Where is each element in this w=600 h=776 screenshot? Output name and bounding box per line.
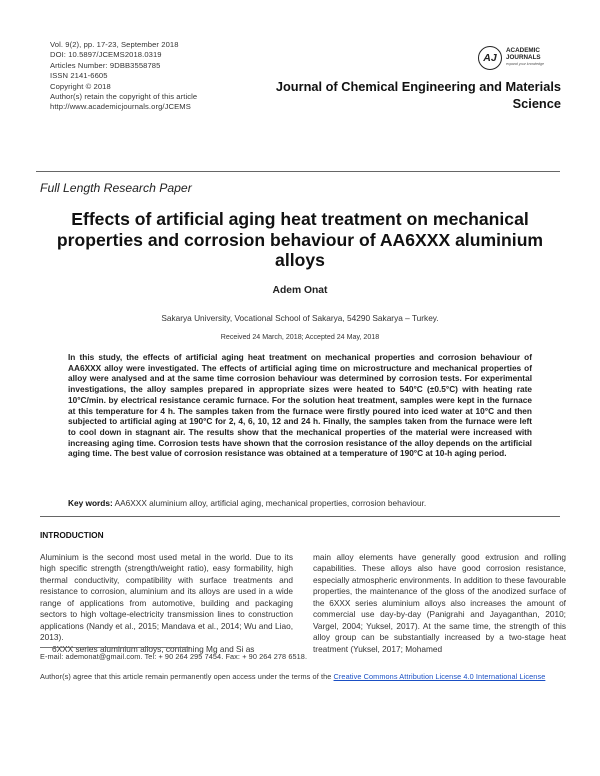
introduction-heading: INTRODUCTION [40,530,104,540]
author-affiliation: Sakarya University, Vocational School of Sakarya, 54290 Sakarya – Turkey. [161,313,439,323]
intro-paragraph-1: Aluminium is the second most used metal in the world. Due to its high specific strength (strength/weight ratio), easy formability, high thermal conductivity, compatibility with surface treatments and resistance to corrosion, aluminium and its alloys are used in a wide range of applications from automotive, building and packaging sectors to high voltage-electricity transmission lines to construction applications (Nandy et al., 2015; Mandava et al., 2014; Wu and Liao, 2013). [40,552,293,643]
journal-url[interactable]: http://www.academicjournals.org/JCEMS [50,102,191,112]
rights-line: Author(s) retain the copyright of this article [50,92,198,102]
received-dates: Received 24 March, 2018; Accepted 24 May, 2018 [220,333,380,341]
journal-name-line-2: Science [512,96,561,111]
left-column [40,552,293,655]
aj-logo-icon: AJ [478,46,502,70]
license-statement [40,672,564,682]
right-column [313,552,566,655]
header-divider [36,171,560,172]
article-metadata [50,40,197,113]
doi-line: DOI: 10.5897/JCEMS2018.0319 [50,50,162,60]
abstract-divider [40,516,560,517]
academic-journals-logo [478,46,544,70]
author-name: Adem Onat [272,285,328,296]
corresponding-contact: E-mail: ademonat@gmail.com. Tel: + 90 264 295 7454. Fax: + 90 264 278 6518. [40,652,308,661]
article-number-line: Articles Number: 9DBB3558785 [50,60,161,70]
abstract: In this study, the effects of artificial aging heat treatment on mechanical properties and corrosion behaviour of AA6XXX alloy were investigated. The effects of artificial aging time on microstructure and mechanical properties of alloy were analysed and at the same time corrosion behaviour was determined by corrosion tests. For experimental investigations, the alloy samples prepared in appropriate sizes were heated to 540°C (±0.5°C) with heating rate 10°C/min. by electrical resistance ceramic furnace. For the solution heat treatment, samples were kept in the furnace at this temperature for 4 h. The samples taken from the furnace were firstly poured into iced water at 10°C and then subjected to artificial aging at 190°C for 2, 4, 6, 10, 12 and 24 h. Finally, the samples taken from the furnace were left to cool down in stagnant air. The results show that the mechanical properties of the material were increased with increasing aging time. Corrosion tests have shown that the corrosion resistance of the alloy depends on the artificial aging time. The best value of corrosion resistance was obtained at a temperature of 190°C at 10-h aging period. [68,352,532,459]
license-link[interactable]: Creative Commons Attribution License 4.0 International License [333,672,546,681]
article-title: Effects of artificial aging heat treatment on mechanical properties and corrosion behaviour of AA6XXX aluminium alloys [56,209,544,270]
journal-name-line-1: Journal of Chemical Engineering and Materials [275,79,561,94]
copyright-line: Copyright © 2018 [50,81,111,91]
logo-line-2: JOURNALS [506,53,541,61]
intro-paragraph-continued: main alloy elements have generally good extrusion and rolling capabilities. These alloys also have good corrosion resistance, especially atmospheric environments. In addition to these favourable properties, the maintenance of the gloss of the anodized surface of the 6XXX series aluminium alloys also increases the amount of commercial use day-by-day (Panigrahi and Jayaganthan, 2010; Vargel, 2004; Yuksel, 2017). At the same time, the strength of this alloy group can be substantially increased by a two-stage heat treatment (Yuksel, 2017; Mohamed [313,552,566,654]
license-text: Author(s) agree that this article remain permanently open access under the terms of the [40,672,334,681]
paper-type: Full Length Research Paper [40,181,192,195]
keywords-label: Key words: [68,498,113,508]
keywords-list: AA6XXX aluminium alloy, artificial aging, mechanical properties, corrosion behaviour. [114,498,427,508]
logo-line-1: ACADEMIC [506,46,540,54]
journal-name [241,78,561,112]
logo-tagline: expand your knowledge [506,62,544,67]
logo-wordmark [506,48,544,68]
volume-line: Vol. 9(2), pp. 17-23, September 2018 [50,40,179,49]
issn-line: ISSN 2141-6605 [50,71,108,81]
keywords [68,498,532,508]
intro-paragraph-2: 6XXX series aluminium alloys, containing Mg and Si as [52,643,255,654]
footnote-divider [40,647,190,648]
